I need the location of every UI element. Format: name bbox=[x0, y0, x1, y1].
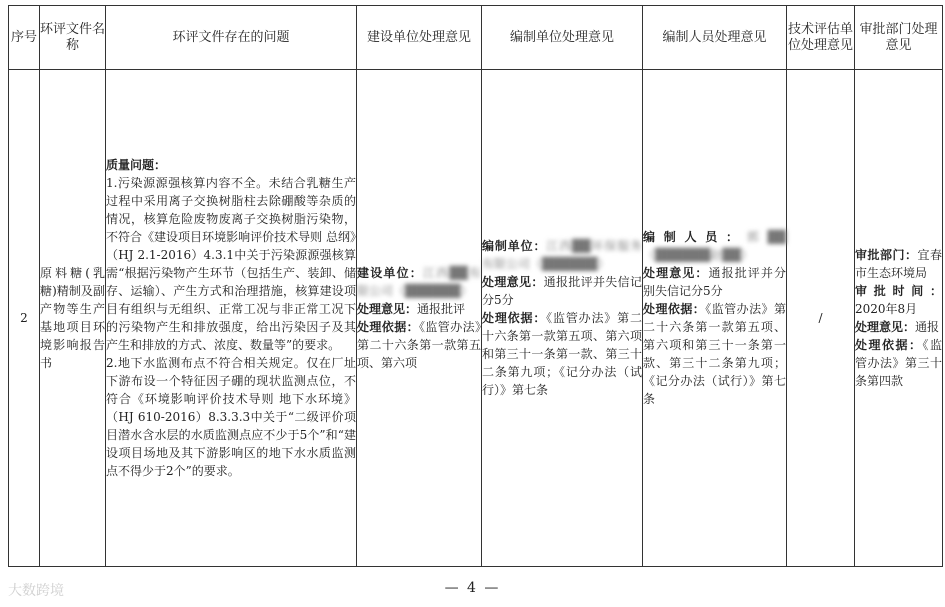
header-index: 序号 bbox=[9, 6, 40, 70]
issues-body: 1.污染源源强核算内容不全。未结合乳糖生产过程中采用离子交换树脂柱去除硼酸等杂质的情况，核算危险废物废离子交换树脂污染物，不符合《建设项目环境影响评价技术导则 总纲》（HJ 2.1-2016）4.3.1中关于污染源源强核算需“根据污染物产生环节（包括生产、装卸、储存、运输）、产生方式和治理措施，核算建设项目有组织与无组织、正常工况与非正常工况下的污染物产生和排放强度，给出污染因子及其产生和排放的方式、浓度、数量等”的要求。 2.地下水监测布点不符合相关规定。仅在厂址下游布设一个特征因子硼的现状监测点位，不符合《环境影响评价技术导则 地下水环境》（HJ 610-2016）8.3.3.3中关于“二级评价项目潜水含水层的水质监测点应不少于5个”和“建设项目场地及其下游影响区的地下水水质监测点不得少于2个”的要求。 bbox=[106, 176, 356, 478]
compile-opinion-value: 通报批评并失信记分5分 bbox=[482, 275, 642, 307]
row-compiler bbox=[643, 70, 787, 567]
compiler-opinion-value: 通报批评并分别失信记分5分 bbox=[643, 266, 786, 298]
build-opinion-value: 通报批评 bbox=[417, 302, 466, 316]
header-approval: 审批部门处理意见 bbox=[855, 6, 943, 70]
header-tech-review: 技术评估单位处理意见 bbox=[787, 6, 855, 70]
row-doc-name bbox=[40, 70, 106, 567]
row-approval bbox=[855, 70, 943, 567]
approval-basis-label: 处理依据： bbox=[855, 338, 923, 352]
compile-opinion-label: 处理意见： bbox=[482, 275, 544, 289]
compile-basis-value: 《监管办法》第二十六条第一款第五项、第六项和第三十一条第一款、第三十二条第九项；《记分办法（试行）》第七条 bbox=[482, 311, 642, 397]
header-issues: 环评文件存在的问题 bbox=[106, 6, 357, 70]
compiler-value: 郭██（██████赵██） bbox=[643, 230, 786, 262]
approval-dept-value: 宜春市生态环境局 bbox=[855, 248, 942, 280]
build-unit-label: 建设单位： bbox=[357, 266, 423, 280]
header-row bbox=[9, 6, 943, 70]
compile-unit-value: 江西██环保服务有限公司（██████） bbox=[482, 239, 642, 271]
row-build-unit bbox=[357, 70, 482, 567]
build-opinion-label: 处理意见： bbox=[357, 302, 418, 316]
issues-title: 质量问题： bbox=[106, 158, 167, 172]
doc-name-text: 原料糖(乳糖)精制及副产物等生产基地项目环境影响报告书 bbox=[40, 266, 105, 370]
row-index-value: 2 bbox=[20, 311, 28, 325]
compile-unit-label: 编制单位： bbox=[482, 239, 547, 253]
approval-opinion-value: 通报 bbox=[915, 320, 940, 334]
approval-opinion-label: 处理意见： bbox=[855, 320, 916, 334]
approval-time-label: 审批时间： bbox=[855, 284, 942, 298]
build-basis-label: 处理依据： bbox=[357, 320, 419, 334]
row-issues bbox=[106, 70, 357, 567]
row-compile-unit bbox=[482, 70, 643, 567]
header-doc-name: 环评文件名称 bbox=[40, 6, 106, 70]
compiler-basis-label: 处理依据： bbox=[643, 302, 706, 316]
compiler-label: 编制人员： bbox=[643, 230, 747, 244]
tech-review-value: / bbox=[818, 311, 823, 325]
approval-dept-label: 审批部门： bbox=[855, 248, 918, 262]
compiler-basis-value: 《监管办法》第二十六条第一款第五项、第六项和第三十一条第一款、第三十二条第九项；《记分办法（试行）》第七条 bbox=[643, 302, 786, 406]
approval-time-value: 2020年8月 bbox=[855, 302, 918, 316]
row-tech-review bbox=[787, 70, 855, 567]
penalty-table bbox=[8, 5, 943, 567]
header-compile-unit: 编制单位处理意见 bbox=[482, 6, 643, 70]
build-basis-value: 《监管办法》第二十六条第一款第五项、第六项 bbox=[357, 320, 481, 370]
compile-basis-label: 处理依据： bbox=[482, 311, 547, 325]
header-compiler: 编制人员处理意见 bbox=[643, 6, 787, 70]
approval-basis-value: 《监管办法》第三十条第四款 bbox=[855, 338, 942, 388]
page-number: — 4 — bbox=[444, 580, 501, 596]
build-unit-value: 江西██有限公司（██████） bbox=[357, 266, 481, 298]
watermark-text: 大数跨境 bbox=[8, 583, 64, 599]
row-index bbox=[9, 70, 40, 567]
table-row bbox=[9, 70, 943, 567]
compiler-opinion-label: 处理意见： bbox=[643, 266, 709, 280]
header-build-unit: 建设单位处理意见 bbox=[357, 6, 482, 70]
